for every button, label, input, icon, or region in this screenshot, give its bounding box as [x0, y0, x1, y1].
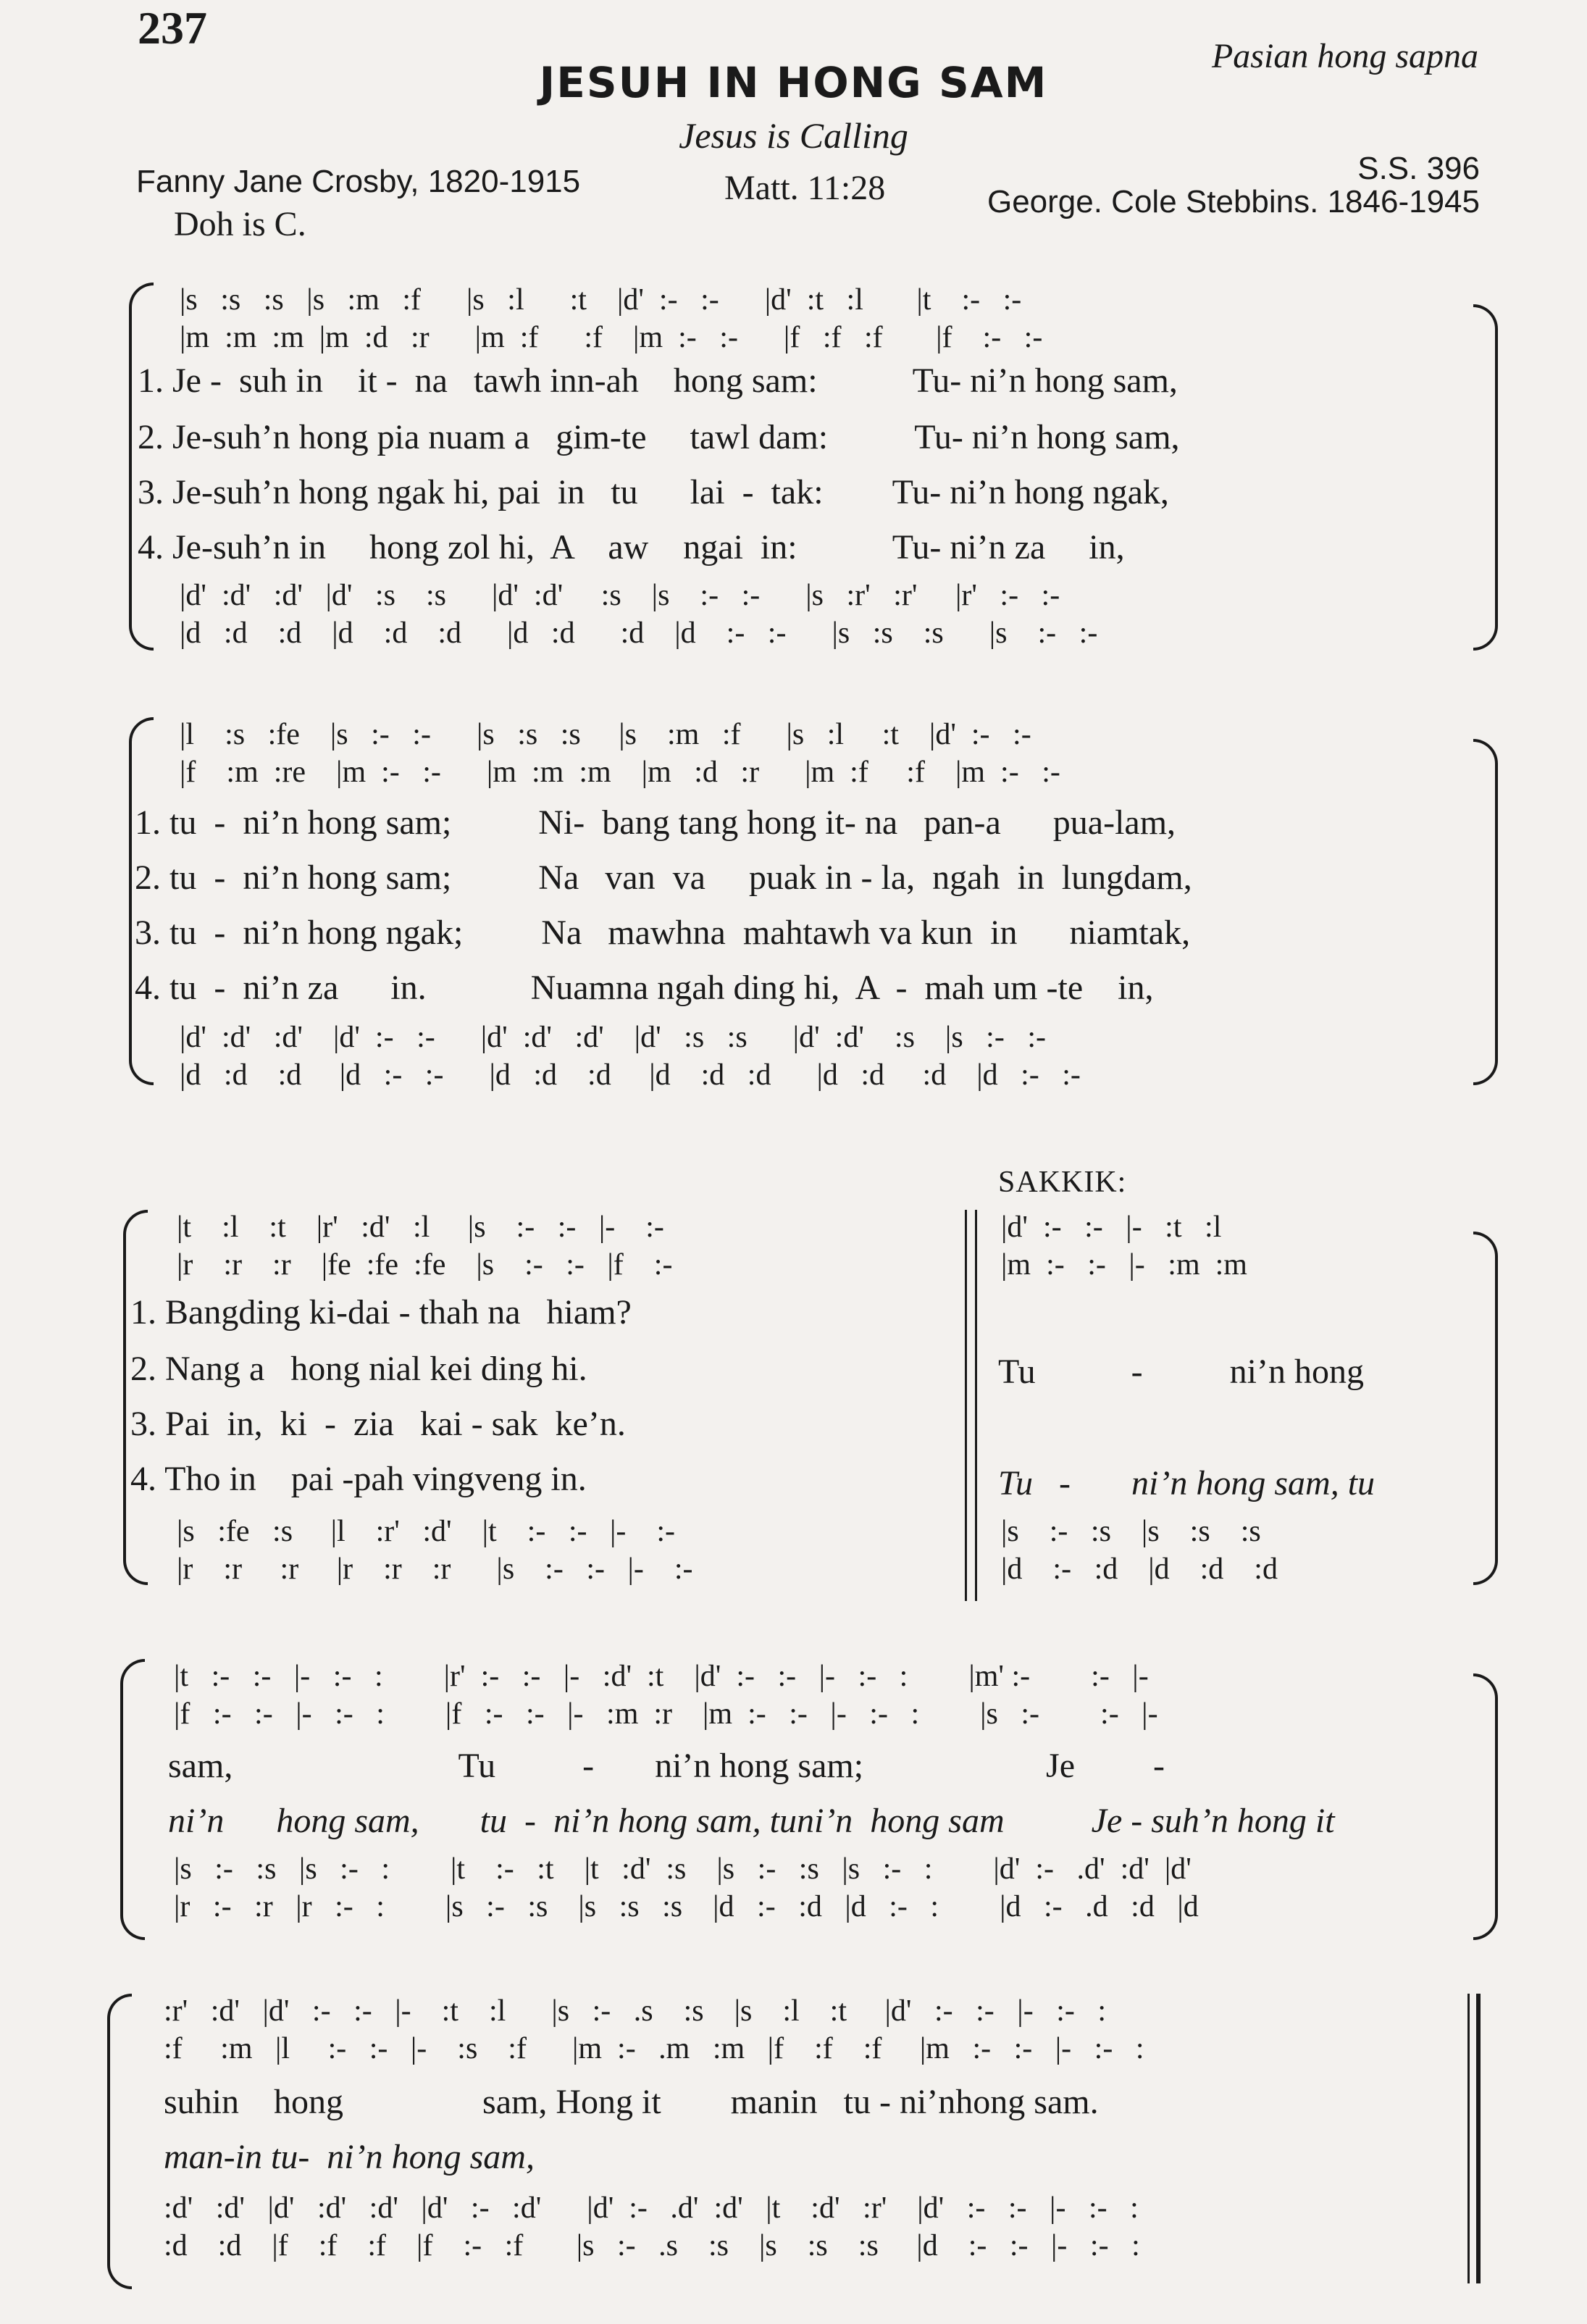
lyric-line: man-in tu- ni’n hong sam, [164, 2138, 535, 2176]
hymn-title: JESUH IN HONG SAM [539, 58, 1048, 107]
system-2 [0, 717, 1587, 1094]
chorus-bass-line: |d :- :d |d :d :d [1001, 1552, 1278, 1586]
hymn-subtitle: Jesus is Calling [679, 115, 908, 156]
verse-line: 1. Je - suh in it - na tawh inn-ah hong sam: Tu- ni’n hong sam, [138, 361, 1178, 400]
soprano-line: |t :- :- |- :- : |r' :- :- |- :d' :t |d' :- :- |- :- : |m' :- :- |- [174, 1660, 1149, 1693]
left-brace [129, 283, 154, 651]
category-label: Pasian hong sapna [1211, 37, 1478, 75]
left-brace [120, 1659, 145, 1940]
bass-line: :d :d |f :f :f |f :- :f |s :- .s :s |s :s :s |d :- :- |- :- : [164, 2229, 1140, 2262]
tenor-line: :d' :d' |d' :d' :d' |d' :- :d' |d' :- .d' :d' |t :d' :r' |d' :- :- |- :- : [164, 2191, 1139, 2225]
chorus-label: SAKKIK: [998, 1166, 1127, 1199]
chorus-soprano-line: |d' :- :- |- :t :l [1001, 1211, 1222, 1244]
ss-number: S.S. 396 [1357, 151, 1480, 186]
hymn-number: 237 [138, 2, 207, 54]
double-barline [965, 1210, 967, 1601]
alto-line: |m :m :m |m :d :r |m :f :f |m :- :- |f :f :f |f :- :- [180, 321, 1043, 354]
right-brace [1473, 1673, 1498, 1940]
tenor-line: |d' :d' :d' |d' :- :- |d' :d' :d' |d' :s :s |d' :d' :s |s :- :- [180, 1021, 1046, 1054]
lyric-line: ni’n hong sam, tu - ni’n hong sam, tuni’n hong sam Je - suh’n hong it [168, 1802, 1335, 1840]
soprano-line: |l :s :fe |s :- :- |s :s :s |s :m :f |s :l :t |d' :- :- [180, 718, 1031, 751]
tenor-line: |s :- :s |s :- : |t :- :t |t :d' :s |s :- :s |s :- : |d' :- .d' :d' |d' [174, 1852, 1192, 1886]
author: Fanny Jane Crosby, 1820-1915 [136, 164, 581, 199]
verse-line: 2. Nang a hong nial kei ding hi. [130, 1350, 587, 1388]
soprano-line: |s :s :s |s :m :f |s :l :t |d' :- :- |d' :t :l |t :- :- [180, 283, 1022, 317]
left-brace [123, 1210, 148, 1585]
final-barline [1467, 1994, 1470, 2283]
bass-line: |r :- :r |r :- : |s :- :s |s :s :s |d :- :d |d :- : |d :- .d :d |d [174, 1890, 1199, 1923]
verse-line: 2. Je-suh’n hong pia nuam a gim-te tawl dam: Tu- ni’n hong sam, [138, 418, 1180, 456]
verse-line: 3. tu - ni’n hong ngak; Na mawhna mahtawh va kun in niamtak, [135, 914, 1191, 952]
verse-line: 4. tu - ni’n za in. Nuamna ngah ding hi, A - mah um -te in, [135, 969, 1154, 1007]
alto-line: |r :r :r |fe :fe :fe |s :- :- |f :- [177, 1248, 673, 1282]
bass-line: |r :r :r |r :r :r |s :- :- |- :- [177, 1552, 693, 1586]
left-brace [107, 1994, 132, 2289]
final-barline [1476, 1994, 1481, 2283]
double-barline [975, 1210, 977, 1601]
system-3 [0, 1210, 1587, 1601]
system-5 [0, 1994, 1587, 2298]
soprano-line: |t :l :t |r' :d' :l |s :- :- |- :- [177, 1211, 664, 1244]
bass-line: |d :d :d |d :d :d |d :d :d |d :- :- |s :s :s |s :- :- [180, 616, 1098, 650]
lyric-line: sam, Tu - ni’n hong sam; Je - [168, 1747, 1165, 1785]
alto-line: |f :- :- |- :- : |f :- :- |- :m :r |m :- :- |- :- : |s :- :- |- [174, 1697, 1158, 1731]
right-brace [1473, 1232, 1498, 1585]
left-brace [129, 717, 154, 1085]
scripture-reference: Matt. 11:28 [724, 169, 886, 207]
bass-line: |d :d :d |d :- :- |d :d :d |d :d :d |d :d :d |d :- :- [180, 1058, 1081, 1092]
chorus-tenor-line: |s :- :s |s :s :s [1001, 1515, 1261, 1548]
key-signature: Doh is C. [174, 205, 306, 243]
verse-line: 3. Je-suh’n hong ngak hi, pai in tu lai - tak: Tu- ni’n hong ngak, [138, 473, 1169, 511]
alto-line: :f :m |l :- :- |- :s :f |m :- .m :m |f :f :f |m :- :- |- :- : [164, 2032, 1144, 2065]
verse-line: 3. Pai in, ki - zia kai - sak ke’n. [130, 1405, 626, 1443]
system-4 [0, 1659, 1587, 1949]
right-brace [1473, 304, 1498, 651]
system-1 [0, 283, 1587, 659]
tenor-line: |s :fe :s |l :r' :d' |t :- :- |- :- [177, 1515, 676, 1548]
composer: George. Cole Stebbins. 1846-1945 [987, 184, 1480, 220]
verse-line: 2. tu - ni’n hong sam; Na van va puak in - la, ngah in lungdam, [135, 858, 1192, 897]
verse-line: 1. tu - ni’n hong sam; Ni- bang tang hong it- na pan-a pua-lam, [135, 803, 1176, 842]
verse-line: 4. Tho in pai -pah vingveng in. [130, 1460, 587, 1498]
lyric-line: suhin hong sam, Hong it manin tu - ni’nhong sam. [164, 2083, 1099, 2121]
chorus-lyric: Tu - ni’n hong sam, tu [998, 1464, 1375, 1502]
verse-line: 1. Bangding ki-dai - thah na hiam? [130, 1293, 632, 1332]
right-brace [1473, 739, 1498, 1085]
chorus-lyric: Tu - ni’n hong [998, 1353, 1364, 1391]
verse-line: 4. Je-suh’n in hong zol hi, A aw ngai in: Tu- ni’n za in, [138, 528, 1125, 567]
soprano-line: :r' :d' |d' :- :- |- :t :l |s :- .s :s |s :l :t |d' :- :- |- :- : [164, 1994, 1107, 2028]
tenor-line: |d' :d' :d' |d' :s :s |d' :d' :s |s :- :- |s :r' :r' |r' :- :- [180, 579, 1060, 612]
chorus-alto-line: |m :- :- |- :m :m [1001, 1248, 1247, 1282]
alto-line: |f :m :re |m :- :- |m :m :m |m :d :r |m :f :f |m :- :- [180, 756, 1060, 789]
